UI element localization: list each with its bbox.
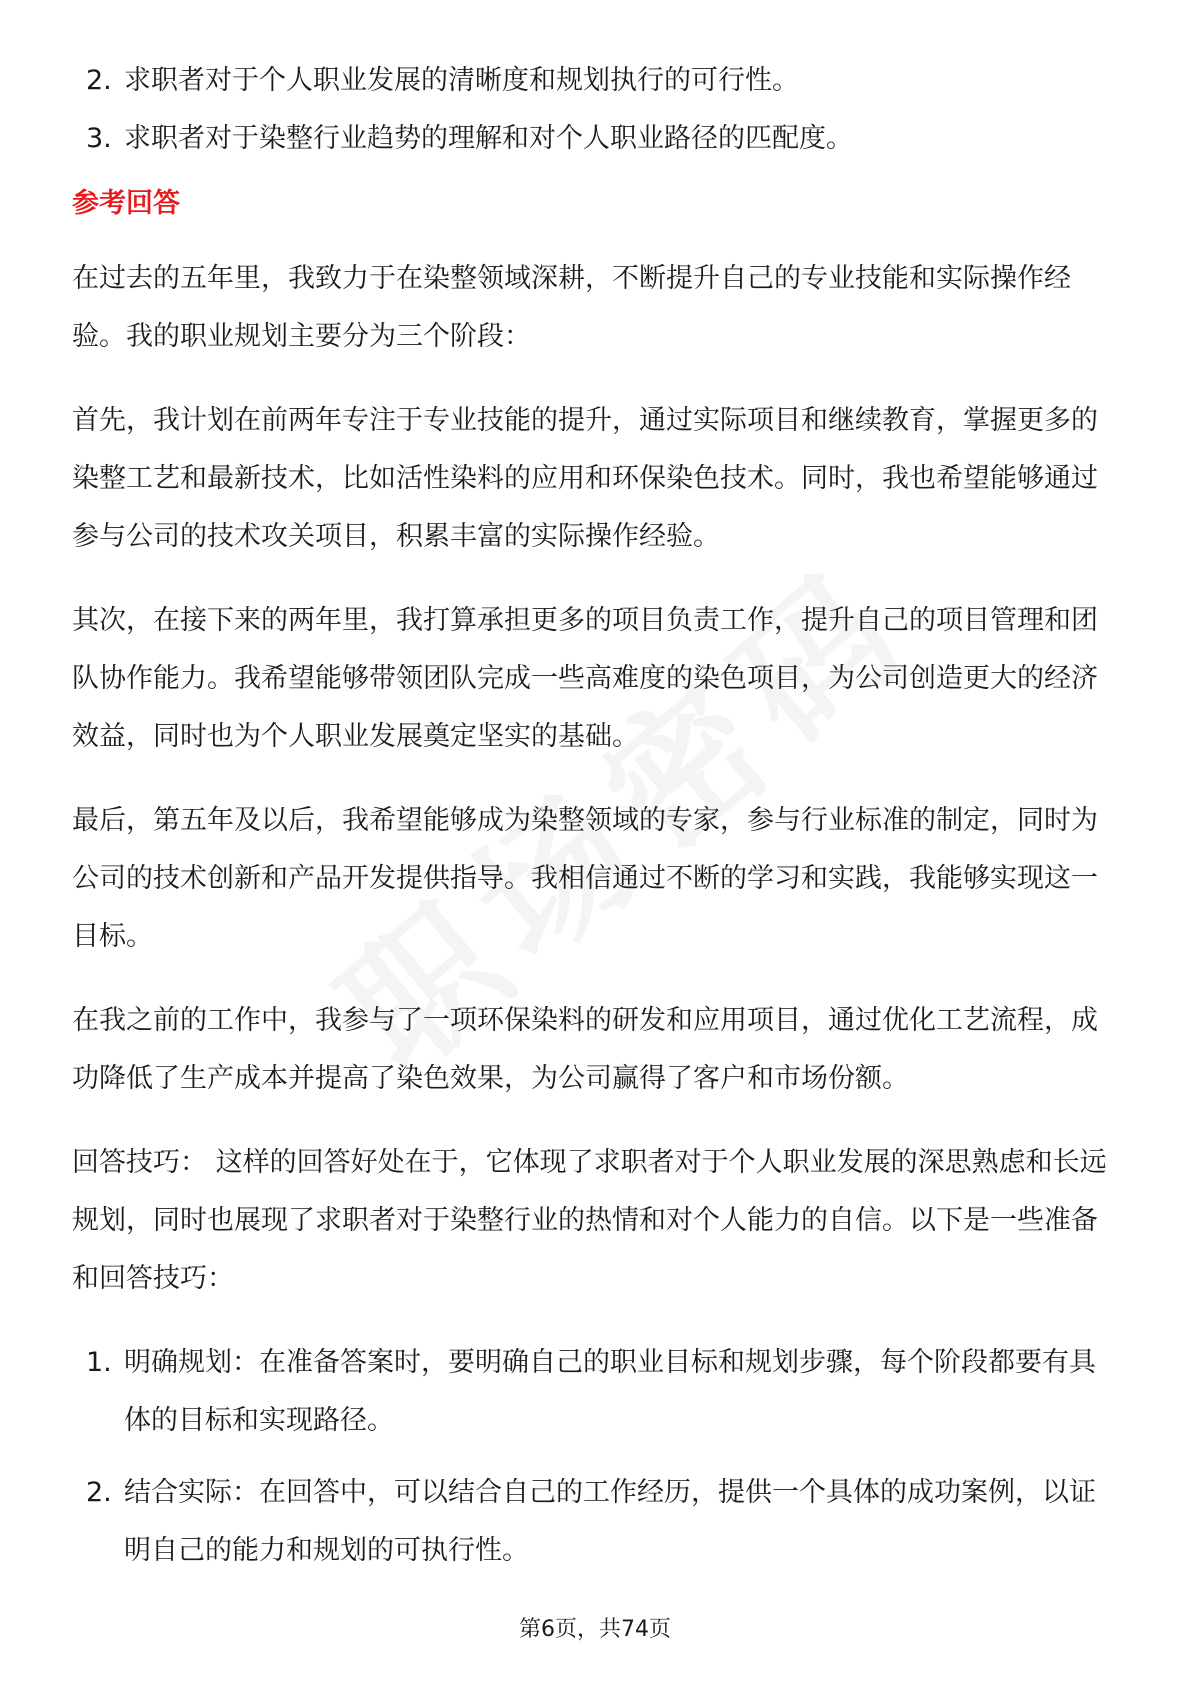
list-number: 2. xyxy=(86,1477,112,1508)
list-text: 求职者对于个人职业发展的清晰度和规划执行的可行性。 xyxy=(124,65,799,96)
list-item xyxy=(72,110,1122,168)
list-item xyxy=(72,1464,1122,1580)
list-text: 结合实际：在回答中，可以结合自己的工作经历，提供一个具体的成功案例，以证明自己的能力和规划的可执行性。 xyxy=(124,1477,1096,1566)
list-number: 2. xyxy=(86,65,112,96)
page-footer: 第6页，共74页 xyxy=(519,1617,671,1642)
paragraph: 在过去的五年里，我致力于在染整领域深耕，不断提升自己的专业技能和实际操作经验。我的职业规划主要分为三个阶段： xyxy=(72,263,1071,352)
paragraph: 其次，在接下来的两年里，我打算承担更多的项目负责工作，提升自己的项目管理和团队协作能力。我希望能够带领团队完成一些高难度的染色项目，为公司创造更大的经济效益，同时也为个人职业发展奠定坚实的基础。 xyxy=(72,605,1098,752)
list-item xyxy=(72,1334,1122,1450)
page-content xyxy=(72,52,1122,1594)
criteria-list xyxy=(72,52,1122,168)
list-number: 3. xyxy=(86,123,112,154)
section-heading: 参考回答 xyxy=(72,188,180,219)
tips-list xyxy=(72,1334,1122,1580)
list-number: 1. xyxy=(86,1347,112,1378)
list-item xyxy=(72,52,1122,110)
paragraph: 最后，第五年及以后，我希望能够成为染整领域的专家，参与行业标准的制定，同时为公司的技术创新和产品开发提供指导。我相信通过不断的学习和实践，我能够实现这一目标。 xyxy=(72,805,1098,952)
list-text: 求职者对于染整行业趋势的理解和对个人职业路径的匹配度。 xyxy=(124,123,853,154)
list-text: 明确规划：在准备答案时，要明确自己的职业目标和规划步骤，每个阶段都要有具体的目标和实现路径。 xyxy=(124,1347,1096,1436)
paragraph: 首先，我计划在前两年专注于专业技能的提升，通过实际项目和继续教育，掌握更多的染整工艺和最新技术，比如活性染料的应用和环保染色技术。同时，我也希望能够通过参与公司的技术攻关项目，积累丰富的实际操作经验。 xyxy=(72,405,1098,552)
paragraph: 在我之前的工作中，我参与了一项环保染料的研发和应用项目，通过优化工艺流程，成功降低了生产成本并提高了染色效果，为公司赢得了客户和市场份额。 xyxy=(72,1005,1098,1094)
paragraph: 回答技巧： 这样的回答好处在于，它体现了求职者对于个人职业发展的深思熟虑和长远规划，同时也展现了求职者对于染整行业的热情和对个人能力的自信。以下是一些准备和回答技巧： xyxy=(72,1147,1107,1294)
